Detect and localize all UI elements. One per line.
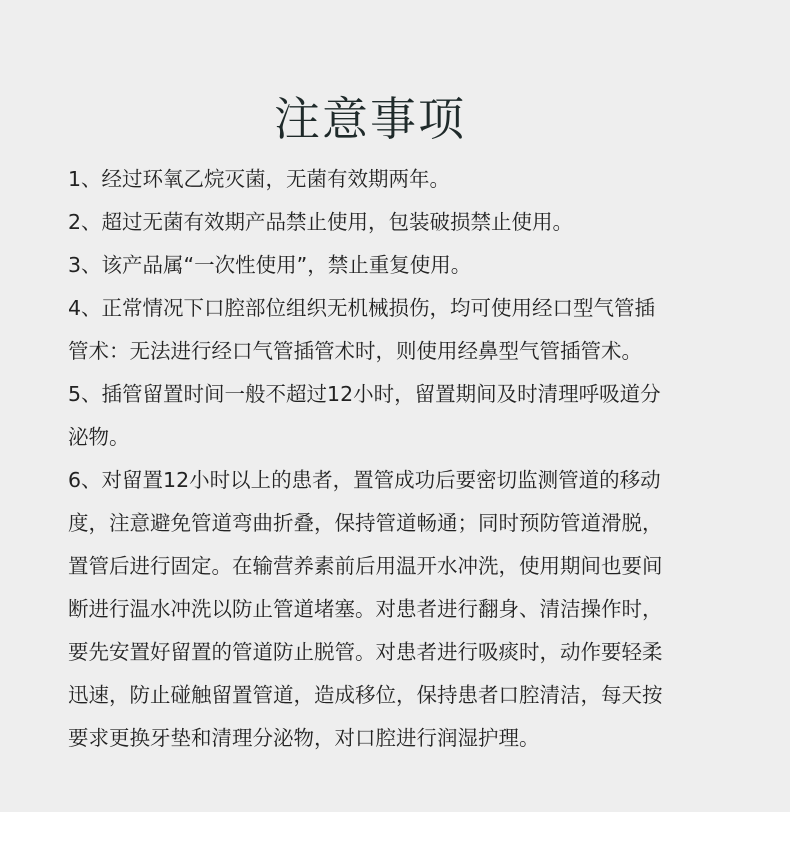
note-line: 2、超过无菌有效期产品禁止使用，包装破损禁止使用。	[68, 210, 574, 234]
note-line: 置管后进行固定。在输营养素前后用温开水冲洗，使用期间也要间	[68, 554, 663, 578]
note-line: 5、插管留置时间一般不超过12小时，留置期间及时清理呼吸道分	[68, 382, 661, 406]
note-line: 1、经过环氧乙烷灭菌，无菌有效期两年。	[68, 167, 451, 191]
note-line: 断进行温水冲洗以防止管道堵塞。对患者进行翻身、清洁操作时，	[68, 597, 663, 621]
page-title: 注意事项	[274, 91, 466, 146]
notes-list	[68, 158, 772, 760]
note-line: 管术：无法进行经口气管插管术时，则使用经鼻型气管插管术。	[68, 339, 642, 363]
note-line: 要先安置好留置的管道防止脱管。对患者进行吸痰时，动作要轻柔	[68, 640, 663, 664]
note-line: 要求更换牙垫和清理分泌物，对口腔进行润湿护理。	[68, 726, 540, 750]
note-line: 3、该产品属“一次性使用”，禁止重复使用。	[68, 253, 472, 277]
note-line: 4、正常情况下口腔部位组织无机械损伤，均可使用经口型气管插	[68, 296, 656, 320]
note-line: 6、对留置12小时以上的患者，置管成功后要密切监测管道的移动	[68, 468, 661, 492]
note-line: 迅速，防止碰触留置管道，造成移位，保持患者口腔清洁，每天按	[68, 683, 663, 707]
note-line: 度，注意避免管道弯曲折叠，保持管道畅通；同时预防管道滑脱，	[68, 511, 663, 535]
note-line: 泌物。	[68, 425, 130, 449]
